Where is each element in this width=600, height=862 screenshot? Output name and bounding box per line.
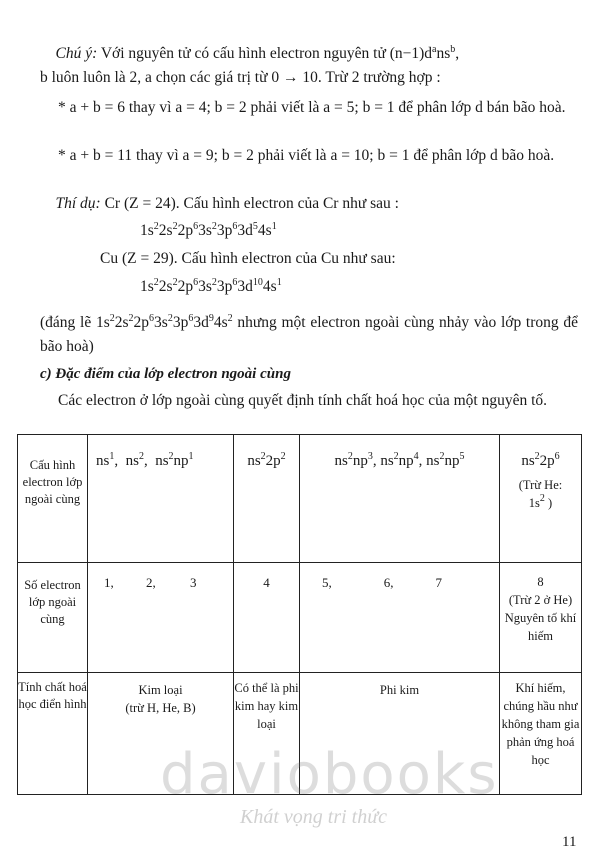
prop-metal (88, 673, 234, 795)
example-cr-text: Cr (Z = 24). Cấu hình electron của Cr như sau : (100, 195, 399, 212)
note-comma: , (455, 45, 460, 62)
example-note-prefix: (đáng lẽ (40, 314, 96, 331)
example-label: Thí dụ: (55, 195, 101, 212)
example-note: (đáng lẽ $1s^22s^22p^63s^23p^63d^94s^2$ nhưng một electron ngoài cùng nhảy vào lớp trong để bão hoà) (40, 313, 578, 355)
row-header-property: Tính chất hoá học điển hình (18, 673, 88, 795)
count-noble (500, 563, 582, 673)
electron-table (17, 434, 582, 795)
count-6: 6, (383, 575, 394, 590)
count-2: 2, (146, 575, 156, 590)
case-1: * a + b = 6 thay vì a = 4; b = 2 phải viết là a = 5; b = 1 để phân lớp d bán bão hoà. (58, 99, 566, 116)
count-8: 8 (537, 575, 544, 589)
cu-config: $1s^22s^22p^63s^23p^63d^{10}4s^1$ (140, 277, 282, 295)
cr-config: $1s^22s^22p^63s^23p^63d^54s^1$ (140, 221, 277, 239)
intro-paragraph: Các electron ở lớp ngoài cùng quyết định tính chất hoá học của một nguyên tố. (58, 392, 548, 409)
note-paragraph (40, 42, 578, 90)
watermark-logo: daviobooks (160, 742, 499, 807)
case-2: * a + b = 11 thay vì a = 9; b = 2 phải viết là a = 10; b = 1 để phân lớp d bão hoà. (58, 147, 555, 164)
note-sup-a: a (432, 44, 437, 55)
row-header-count: Số electron lớp ngoài cùng (18, 563, 88, 673)
section-heading: c) Đặc điểm của lớp electron ngoài cùng (40, 366, 291, 382)
watermark-slogan: Khát vọng tri thức (240, 806, 388, 828)
count-3: 3 (190, 575, 197, 590)
metal-label: Kim loại (138, 683, 183, 697)
note-label: Chú ý: (55, 45, 98, 62)
noble-note: (Trừ 2 ở He) (508, 593, 573, 607)
config-metal: $ns^1$, $ns^2$, $ns^2np^1$ (88, 435, 234, 563)
example-cr (40, 192, 578, 216)
table-row (18, 435, 582, 563)
count-1: 1, (104, 575, 114, 590)
prop-nonmetal: Phi kim (300, 673, 500, 795)
note-ns: ns (436, 45, 451, 62)
example-note-suffix: nhưng một electron ngoài cùng nhảy vào lớp trong để bão hoà) (40, 314, 578, 355)
he-except-prefix: (Trừ He: (518, 478, 563, 492)
prop-mixed: Có thể là phi kim hay kim loại (234, 673, 300, 795)
prop-noble: Khí hiếm, chúng hầu như không tham gia phản ứng hoá học (500, 673, 582, 795)
config-noble: $ns^22p^6$ (Trừ He: $1s^2$ ) (500, 435, 582, 563)
example-cu-text: Cu (Z = 29). Cấu hình electron của Cu như sau: (100, 250, 396, 267)
count-metal (88, 563, 234, 673)
metal-except: (trừ H, He, B) (125, 701, 196, 715)
note-line1: Với nguyên tử có cấu hình electron nguyên tử (n−1)d (97, 45, 433, 62)
noble-name: Nguyên tố khí hiếm (504, 611, 577, 643)
config-nonmetal: $ns^2np^3$, $ns^2np^4$, $ns^2np^5$ (300, 435, 500, 563)
he-exception: (Trừ He: $1s^2$ ) (518, 478, 563, 510)
row-header-config: Cấu hình electron lớp ngoài cùng (18, 435, 88, 563)
note-line2: b luôn luôn là 2, a chọn các giá trị từ 0 → 10. Trừ 2 trường hợp : (40, 69, 441, 86)
count-7: 7 (435, 575, 442, 590)
config-group4: $ns^22p^2$ (234, 435, 300, 563)
count-5: 5, (322, 575, 332, 590)
page-number: 11 (562, 834, 577, 850)
count-4: 4 (234, 563, 300, 673)
table-row (18, 563, 582, 673)
note-sup-b: b (450, 44, 456, 55)
count-nonmetal (300, 563, 500, 673)
table-row (18, 673, 582, 795)
